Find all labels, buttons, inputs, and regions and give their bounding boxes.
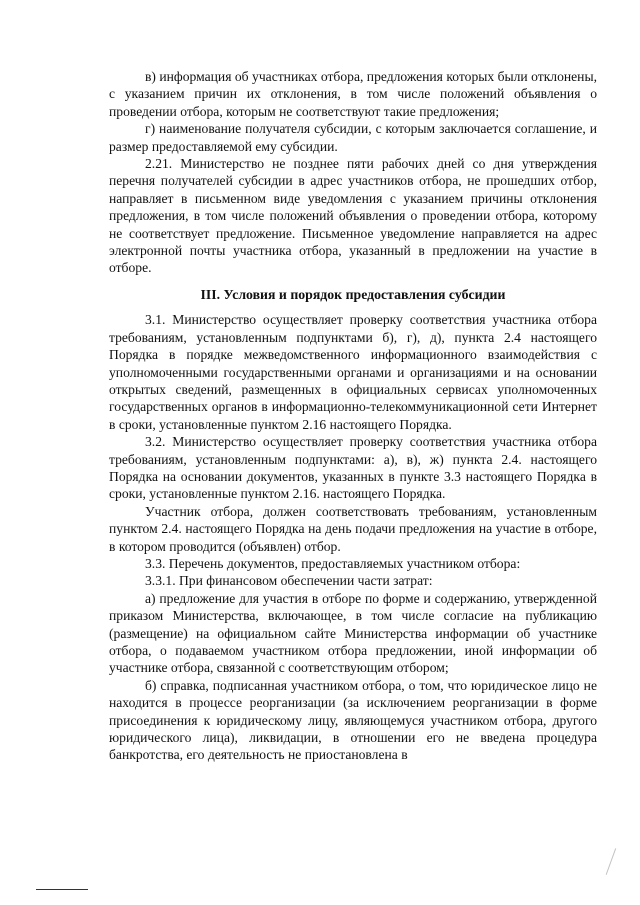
footer-rule bbox=[36, 889, 88, 890]
paragraph-item-b: б) справка, подписанная участником отбора, о том, что юридическое лицо не находится в процессе реорганизации (за исключением реорганизации в форме присоединения к юридическому лицу, являющемуся участником отбора, другого юридического лица), ликвидации, в отношении его не введена процедура банкротства, его деятельность не приостановлена в bbox=[109, 677, 597, 763]
paragraph-participant-requirements: Участник отбора, должен соответствовать требованиям, установленным пунктом 2.4. настоящего Порядка на день подачи предложения на участие в отборе, в котором проводится (объявлен) отбор. bbox=[109, 503, 597, 554]
paragraph-3-1: 3.1. Министерство осуществляет проверку соответствия участника отбора требованиям, установленным подпунктами б), г), д), пункта 2.4 настоящего Порядка в порядке межведомственного информационного взаимодействия с уполномоченными государственными органами и организациями и на основании открытых сведений, размещенных в официальных сервисах уполномоченных государственных органов в информационно-телекоммуникационной сети Интернет в сроки, установленные пунктом 2.16 настоящего Порядка. bbox=[109, 312, 597, 432]
document-page bbox=[109, 68, 597, 764]
paragraph-2-21: 2.21. Министерство не позднее пяти рабочих дней со дня утверждения перечня получателей субсидии в адрес участников отбора, не прошедших отбор, направляет в письменном виде уведомления с указанием причины отклонения предложения, в том числе положений объявления о проведении отбора, которому не соответствует предложение. Письменное уведомление направляется на адрес электронной почты участника отбора, указанный в предложении на участие в отборе. bbox=[109, 156, 597, 276]
paragraph-3-2: 3.2. Министерство осуществляет проверку соответствия участника отбора требованиям, установленным подпунктами: а), в), ж) пункта 2.4. настоящего Порядка на основании документов, указанных в пункте 3.3 настоящего Порядка в сроки, установленные пунктом 2.16. настоящего Порядка. bbox=[109, 434, 597, 502]
paragraph-3-3-1: 3.3.1. При финансовом обеспечении части затрат: bbox=[145, 573, 433, 589]
paragraph-item-v: в) информация об участниках отбора, предложения которых были отклонены, с указанием причин их отклонения, в том числе положений объявления о проведении отбора, которым не соответствуют такие предложения; bbox=[109, 69, 597, 119]
scan-mark bbox=[606, 848, 630, 879]
paragraph-3-3: 3.3. Перечень документов, предоставляемых участником отбора: bbox=[145, 555, 521, 571]
paragraph-item-a: а) предложение для участия в отборе по форме и содержанию, утвержденной приказом Министерства, включающее, в том числе согласие на публикацию (размещение) на официальном сайте Министерства информации об участнике отбора, о подаваемом участником отбора предложении, иной информации об участнике отбора, связанной с соответствующим отбором; bbox=[109, 590, 597, 676]
paragraph-item-g: г) наименование получателя субсидии, с которым заключается соглашение, и размер предоставляемой ему субсидии. bbox=[109, 121, 597, 154]
section-heading: III. Условия и порядок предоставления субсидии bbox=[200, 286, 506, 302]
